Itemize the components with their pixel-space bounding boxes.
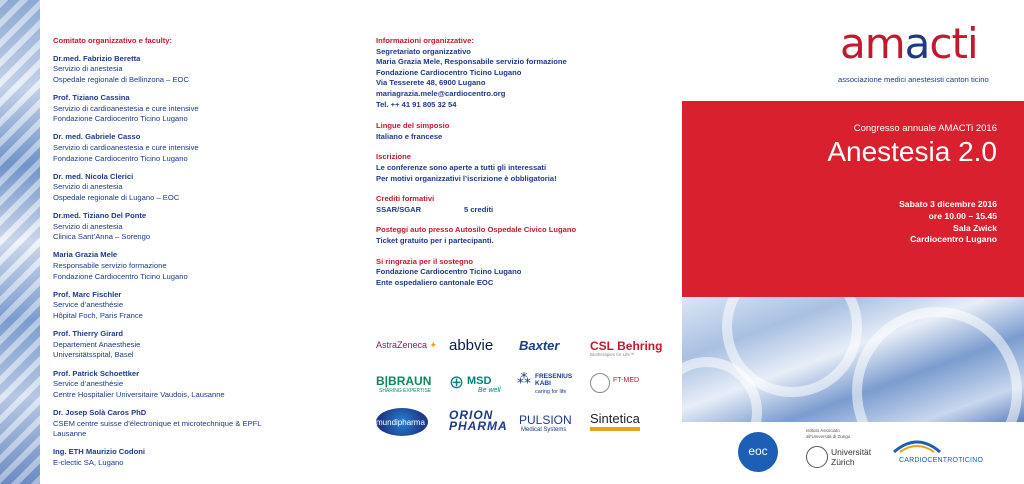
fresenius-tagline: caring for life: [535, 389, 567, 395]
faculty-entry: [53, 172, 343, 204]
info-heading: Informazioni organizzative:: [376, 36, 474, 45]
faculty-affiliation: Responsabile servizio formazione: [53, 261, 167, 271]
hospital-photo: [682, 297, 1024, 422]
faculty-name: Dr. Josep Solà Caros PhD: [53, 407, 147, 417]
faculty-name: Dr.med. Tiziano Del Ponte: [53, 211, 147, 221]
faculty-entry: [53, 369, 343, 401]
iscrizione-line: Per motivi organizzativi l’iscrizione è obbligatoria!: [376, 173, 557, 183]
info-line: Segretariato organizzativo: [376, 46, 471, 56]
orion-logo: ORION PHARMA: [449, 408, 508, 433]
faculty-affiliation: Hôpital Foch, Paris France: [53, 311, 143, 321]
faculty-affiliation: Fondazione Cardiocentro Ticino Lugano: [53, 271, 188, 281]
faculty-name: Dr. med. Nicola Clerici: [53, 171, 134, 181]
amacti-logo: [840, 19, 1000, 68]
iscrizione-heading: Iscrizione: [376, 152, 412, 162]
eoc-text: eoc: [748, 444, 768, 458]
fresenius-logo: FRESENIUS KABI: [535, 373, 573, 387]
faculty-affiliation: Service d’anesthésie: [53, 379, 124, 389]
faculty-name: Prof. Tiziano Cassina: [53, 92, 130, 102]
crediti-label: SSAR/SGAR: [376, 204, 422, 214]
congress-label: Congresso annuale AMACTi 2016: [853, 123, 997, 134]
faculty-affiliation: Servizio di cardioanestesia e cure intensive: [53, 142, 199, 152]
mundipharma-logo: mundipharma: [376, 418, 425, 427]
faculty-affiliation: Servizio di anestesia: [53, 182, 123, 192]
faculty-list: [53, 54, 343, 469]
faculty-affiliation: Ospedale regionale di Lugano – EOC: [53, 192, 180, 202]
lingue-text: Italiano e francese: [376, 131, 443, 141]
ringrazia-heading: Si ringrazia per il sostegno: [376, 256, 474, 266]
faculty-name: Dr. med. Gabriele Casso: [53, 132, 141, 142]
decorative-photo-strip: [0, 0, 40, 484]
title-band: [682, 101, 1024, 297]
info-line: Fondazione Cardiocentro Ticino Lugano: [376, 67, 522, 77]
faculty-affiliation: Ospedale regionale di Bellinzona – EOC: [53, 74, 189, 84]
faculty-entry: [53, 132, 343, 164]
cardiocentro-logo: CARDIOCENTROTICINO: [899, 457, 984, 464]
posteggi-heading: Posteggi auto presso Autosilo Ospedale Civico Lugano: [376, 225, 577, 235]
faculty-affiliation: Universitätsspital, Basel: [53, 350, 134, 360]
event-venue: Cardiocentro Lugano: [910, 234, 997, 245]
amacti-wordmark: amacti: [840, 19, 978, 68]
pulsion-logo: PULSION: [519, 413, 572, 427]
faculty-affiliation: Centre Hospitalier Universitaire Vaudois, Lausanne: [53, 389, 225, 399]
bbraun-logo: B|BRAUN: [376, 374, 432, 388]
faculty-affiliation: CSEM centre suisse d’électronique et microtechnique & EPFL: [53, 418, 262, 428]
abbvie-logo: abbvie: [449, 337, 494, 354]
faculty-affiliation: Departement Anaesthesie: [53, 339, 141, 349]
faculty-entry: [53, 290, 343, 322]
iscrizione-line: Le conferenze sono aperte a tutti gli interessati: [376, 162, 547, 172]
faculty-affiliation: Servizio di anestesia: [53, 221, 123, 231]
lingue-heading: Lingue del simposio: [376, 121, 450, 131]
info-line: Via Tesserete 48, 6900 Lugano: [376, 78, 486, 88]
faculty-name: Maria Grazia Mele: [53, 250, 118, 260]
faculty-name: Ing. ETH Maurizio Codoni: [53, 447, 145, 457]
sintetica-logo: Sintetica: [590, 411, 640, 431]
posteggi-text: Ticket gratuito per i partecipanti.: [376, 235, 494, 245]
faculty-affiliation: Clinica Sant’Anna – Sorengo: [53, 232, 151, 242]
info-line: Maria Grazia Mele, Responsabile servizio formazione: [376, 57, 567, 67]
surgical-lamp-shape: [852, 307, 1022, 422]
faculty-affiliation: Servizio di anestesia: [53, 64, 123, 74]
ringrazia-line: Ente ospedaliero cantonale EOC: [376, 277, 494, 287]
faculty-entry: [53, 93, 343, 125]
faculty-name: Dr.med. Fabrizio Beretta: [53, 53, 141, 63]
cardiocentro-emblem-icon: [892, 436, 942, 454]
faculty-entry: [53, 211, 343, 243]
uzh-caption: Istituto Associato all’Università di Zurigo: [806, 428, 851, 439]
msd-tagline: Be well: [478, 387, 501, 394]
email-link[interactable]: mariagrazia.mele@cardiocentro.org: [376, 88, 506, 98]
faculty-affiliation: Fondazione Cardiocentro Ticino Lugano: [53, 114, 188, 124]
faculty-affiliation: E-clectic SA, Lugano: [53, 457, 124, 467]
faculty-column: [53, 36, 343, 476]
faculty-affiliation: Servizio di cardioanestesia e cure intensive: [53, 103, 199, 113]
event-title: Anestesia 2.0: [827, 136, 997, 167]
faculty-name: Prof. Thierry Girard: [53, 329, 124, 339]
event-time: ore 10.00 – 15.45: [928, 210, 997, 221]
faculty-entry: [53, 447, 343, 468]
faculty-affiliation: Lausanne: [53, 429, 87, 439]
amacti-subtitle: associazione medici anestesisti canton ticino: [838, 75, 989, 84]
faculty-name: Prof. Marc Fischler: [53, 289, 122, 299]
csl-logo: CSL Behring: [590, 339, 663, 353]
event-date: Sabato 3 dicembre 2016: [899, 199, 997, 209]
faculty-entry: [53, 408, 343, 440]
astrazeneca-logo: AstraZeneca ✦: [376, 340, 438, 350]
ftmed-emblem-icon: [590, 373, 610, 393]
astrazeneca-icon: ✦: [429, 340, 438, 350]
event-details: [899, 199, 997, 246]
pulsion-tagline: Medical Systems: [521, 427, 567, 433]
event-room: Sala Zwick: [953, 222, 997, 233]
eoc-logo: [738, 432, 778, 472]
fresenius-icon: ⁂: [517, 370, 531, 386]
msd-logo: MSD: [467, 375, 492, 387]
uzh-seal-icon: [806, 446, 828, 468]
faculty-entry: [53, 250, 343, 282]
csl-tagline: Biotherapies for Life™: [590, 352, 635, 357]
faculty-heading: Comitato organizzativo e faculty:: [53, 36, 172, 45]
ringrazia-line: Fondazione Cardiocentro Ticino Lugano: [376, 267, 522, 277]
baxter-logo: Baxter: [519, 338, 560, 353]
crediti-value: 5 crediti: [464, 204, 494, 214]
ftmed-logo: FT-MED: [613, 377, 640, 384]
crediti-row: [376, 205, 666, 216]
msd-icon: ⊕: [449, 372, 465, 392]
info-column: [376, 36, 666, 288]
bbraun-tagline: SHARING EXPERTISE: [379, 388, 432, 394]
faculty-affiliation: Fondazione Cardiocentro Ticino Lugano: [53, 153, 188, 163]
uzh-logo: Universität Zürich: [831, 447, 872, 467]
faculty-affiliation: Service d’anesthésie: [53, 300, 124, 310]
crediti-heading: Crediti formativi: [376, 194, 435, 204]
faculty-entry: [53, 54, 343, 86]
faculty-name: Prof. Patrick Schoettker: [53, 368, 140, 378]
faculty-entry: [53, 329, 343, 361]
phone: Tel. ++ 41 91 805 32 54: [376, 99, 457, 109]
